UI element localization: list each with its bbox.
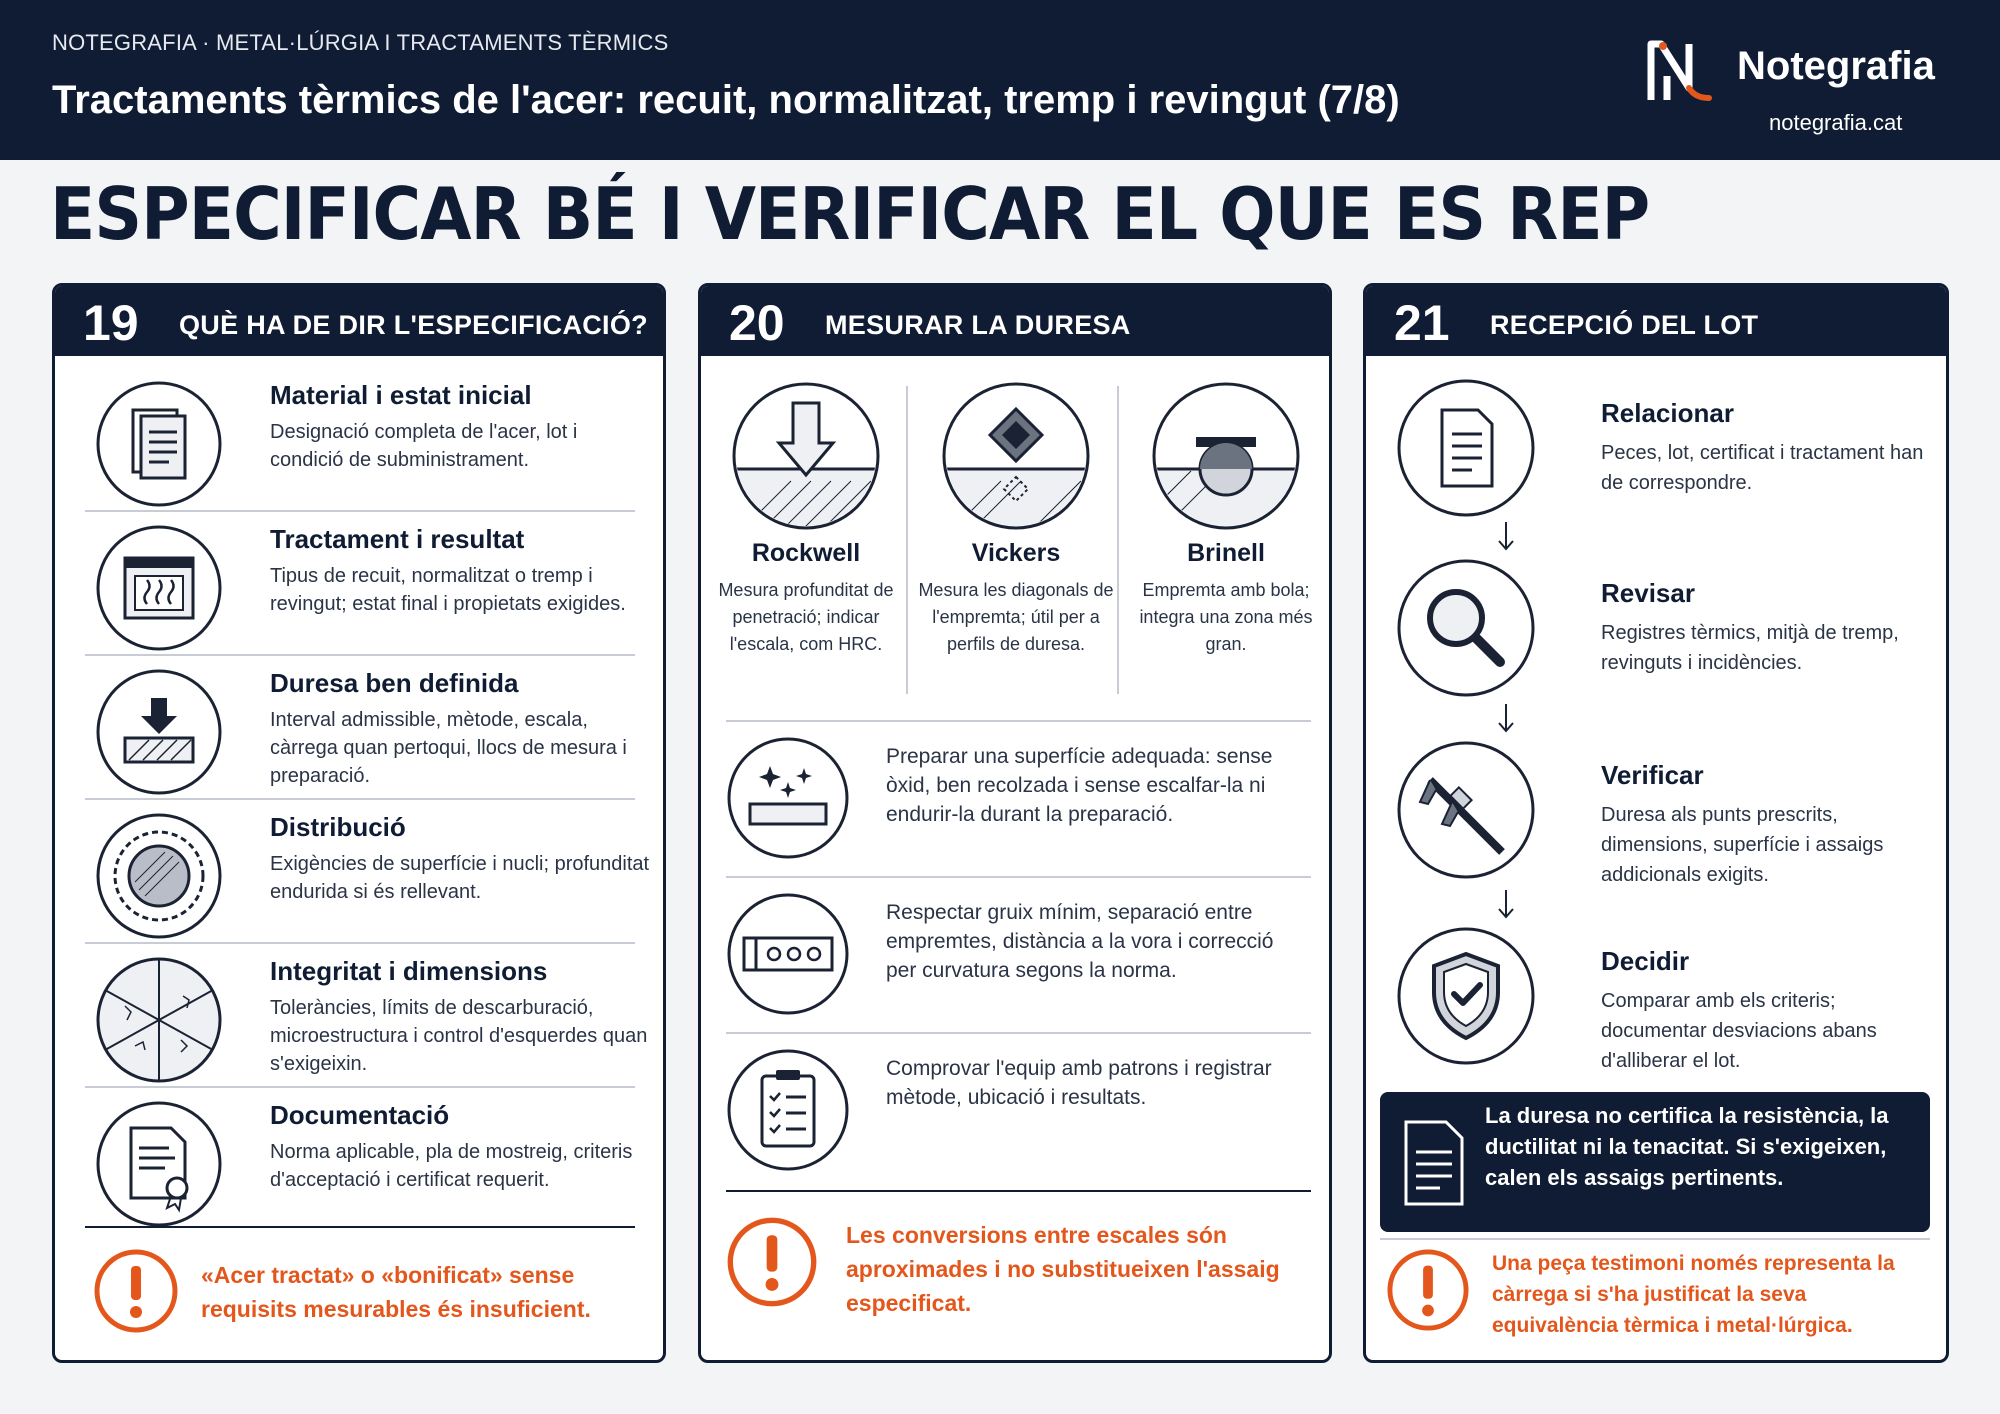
item-description: Interval admissible, mètode, escala, càrrega quan pertoqui, llocs de mesura i preparació.: [270, 709, 627, 787]
panel-lot-reception: [1363, 283, 1949, 1363]
furnace-icon: [95, 524, 223, 652]
divider: [726, 1032, 1311, 1034]
divider: [85, 1226, 635, 1228]
panel-header: [1366, 286, 1946, 356]
spec-item: [85, 656, 635, 796]
panel-number: 20: [729, 295, 785, 351]
panel-specification: [52, 283, 666, 1363]
indent-spacing-icon: [726, 892, 850, 1016]
clean-surface-icon: [726, 736, 850, 860]
procedure-text: Respectar gruix mínim, separació entre empremtes, distància a la vora i correcció per curvatura segons la norma.: [886, 901, 1274, 982]
item-description: Toleràncies, límits de descarburació, microestructura i control d'esquerdes quan s'exigeixin.: [270, 997, 648, 1075]
panel-number: 19: [83, 295, 139, 351]
panel-hardness: [698, 283, 1332, 1363]
divider: [726, 876, 1311, 878]
page-title: ESPECIFICAR BÉ I VERIFICAR EL QUE ES REP: [50, 172, 1650, 256]
divider: [1380, 1238, 1930, 1240]
reception-step: [1396, 740, 1936, 890]
step-description: Registres tèrmics, mitjà de tremp, revinguts i incidències.: [1601, 622, 1899, 674]
brand-name: Notegrafia: [1737, 44, 1935, 88]
warning-icon: [1386, 1248, 1470, 1332]
divider: [726, 1190, 1311, 1192]
method-name: Vickers: [971, 539, 1061, 567]
method-vickers: [911, 381, 1121, 701]
step-title: Relacionar: [1601, 398, 1734, 428]
brinell-icon: [1151, 381, 1301, 531]
item-title: Material i estat inicial: [270, 380, 532, 410]
warning-text: Una peça testimoni només representa la càrrega si s'ha justificat la seva equivalència tèrmica i metal·lúrgica.: [1492, 1252, 1895, 1337]
spec-item: [85, 368, 635, 508]
method-description: Empremta amb bola; integra una zona més gran.: [1139, 580, 1313, 654]
divider: [726, 720, 1311, 722]
item-title: Distribució: [270, 812, 406, 842]
cross-section-icon: [95, 812, 223, 940]
checklist-icon: [726, 1048, 850, 1172]
panel-title: QUÈ HA DE DIR L'ESPECIFICACIÓ?: [179, 310, 648, 340]
step-description: Comparar amb els criteris; documentar desviacions abans d'alliberar el lot.: [1601, 990, 1877, 1072]
method-description: Mesura les diagonals de l'empremta; útil per a perfils de duresa.: [918, 580, 1114, 654]
step-title: Verificar: [1601, 760, 1704, 790]
magnifier-icon: [1396, 558, 1536, 698]
warning-icon: [93, 1248, 179, 1334]
method-brinell: [1121, 381, 1331, 701]
brand-url[interactable]: notegrafia.cat: [1769, 110, 1903, 135]
procedure-row: [726, 1038, 1316, 1188]
header-bar: [0, 0, 2000, 160]
procedure-row: [726, 882, 1316, 1032]
arrow-down-icon: [1496, 522, 1516, 552]
panel-title: MESURAR LA DURESA: [825, 310, 1131, 340]
panel-number: 21: [1394, 295, 1450, 351]
warning-icon: [726, 1216, 818, 1308]
item-description: Exigències de superfície i nucli; profunditat endurida si és rellevant.: [270, 853, 650, 903]
arrow-down-icon: [1496, 704, 1516, 734]
item-title: Duresa ben definida: [270, 668, 519, 698]
brand[interactable]: [1645, 36, 1965, 146]
spec-item: [85, 512, 635, 652]
item-title: Documentació: [270, 1100, 450, 1130]
item-description: Norma aplicable, pla de mostreig, criteris d'acceptació i certificat requerit.: [270, 1141, 633, 1191]
item-description: Tipus de recuit, normalitzat o tremp i revingut; estat final i propietats exigides.: [270, 565, 626, 615]
step-title: Decidir: [1601, 946, 1690, 976]
document-icon: [95, 380, 223, 508]
item-title: Integritat i dimensions: [270, 956, 548, 986]
step-title: Revisar: [1601, 578, 1695, 608]
divider: [1117, 386, 1119, 694]
spec-item: [85, 944, 648, 1084]
hardness-indent-icon: [95, 668, 223, 796]
info-note: [1380, 1092, 1930, 1232]
header-kicker: NOTEGRAFIA · METAL·LÚRGIA I TRACTAMENTS TÈRMICS: [52, 30, 669, 55]
notegrafia-logo-icon: [1645, 36, 1713, 104]
rockwell-icon: [731, 381, 881, 531]
reception-step: [1396, 926, 1936, 1076]
shield-check-icon: [1396, 926, 1536, 1066]
procedure-row: [726, 726, 1316, 876]
divider: [906, 386, 908, 694]
info-note-text: La duresa no certifica la resistència, la ductilitat ni la tenacitat. Si s'exigeixen, calen els assaigs pertinents.: [1485, 1103, 1889, 1190]
certificate-icon: [95, 1100, 223, 1228]
panel-header: [55, 286, 663, 356]
caliper-icon: [1396, 740, 1536, 880]
reception-step: [1396, 558, 1936, 708]
step-description: Peces, lot, certificat i tractament han de correspondre.: [1601, 442, 1924, 494]
document-icon: [1396, 378, 1536, 518]
warning-note: [726, 1216, 1316, 1326]
cracks-icon: [95, 956, 223, 1084]
step-description: Duresa als punts prescrits, dimensions, superfície i assaigs addicionals exigits.: [1601, 804, 1884, 886]
warning-text: «Acer tractat» o «bonificat» sense requisits mesurables és insuficient.: [201, 1262, 591, 1322]
header-subtitle: Tractaments tèrmics de l'acer: recuit, normalitzat, tremp i revingut (7/8): [52, 78, 1400, 122]
procedure-text: Preparar una superfície adequada: sense òxid, ben recolzada i sense escalfar-la ni endurir-la durant la preparació.: [886, 745, 1273, 826]
warning-text: Les conversions entre escales són aproximades i no substitueixen l'assaig especificat.: [846, 1222, 1280, 1316]
item-description: Designació completa de l'acer, lot i condició de subministrament.: [270, 421, 578, 471]
spec-item: [85, 800, 650, 940]
method-description: Mesura profunditat de penetració; indicar l'escala, com HRC.: [718, 580, 894, 654]
panel-title: RECEPCIÓ DEL LOT: [1490, 310, 1759, 340]
arrow-down-icon: [1496, 890, 1516, 920]
warning-note: [1386, 1248, 1946, 1358]
method-name: Rockwell: [751, 539, 861, 567]
procedure-text: Comprovar l'equip amb patrons i registrar mètode, ubicació i resultats.: [886, 1057, 1272, 1109]
vickers-icon: [941, 381, 1091, 531]
warning-note: [93, 1248, 653, 1348]
method-rockwell: [701, 381, 911, 701]
reception-step: [1396, 378, 1936, 528]
spec-item: [85, 1088, 635, 1228]
method-name: Brinell: [1187, 539, 1265, 567]
panel-header: [701, 286, 1329, 356]
document-icon: [1400, 1112, 1470, 1212]
item-title: Tractament i resultat: [270, 524, 525, 554]
